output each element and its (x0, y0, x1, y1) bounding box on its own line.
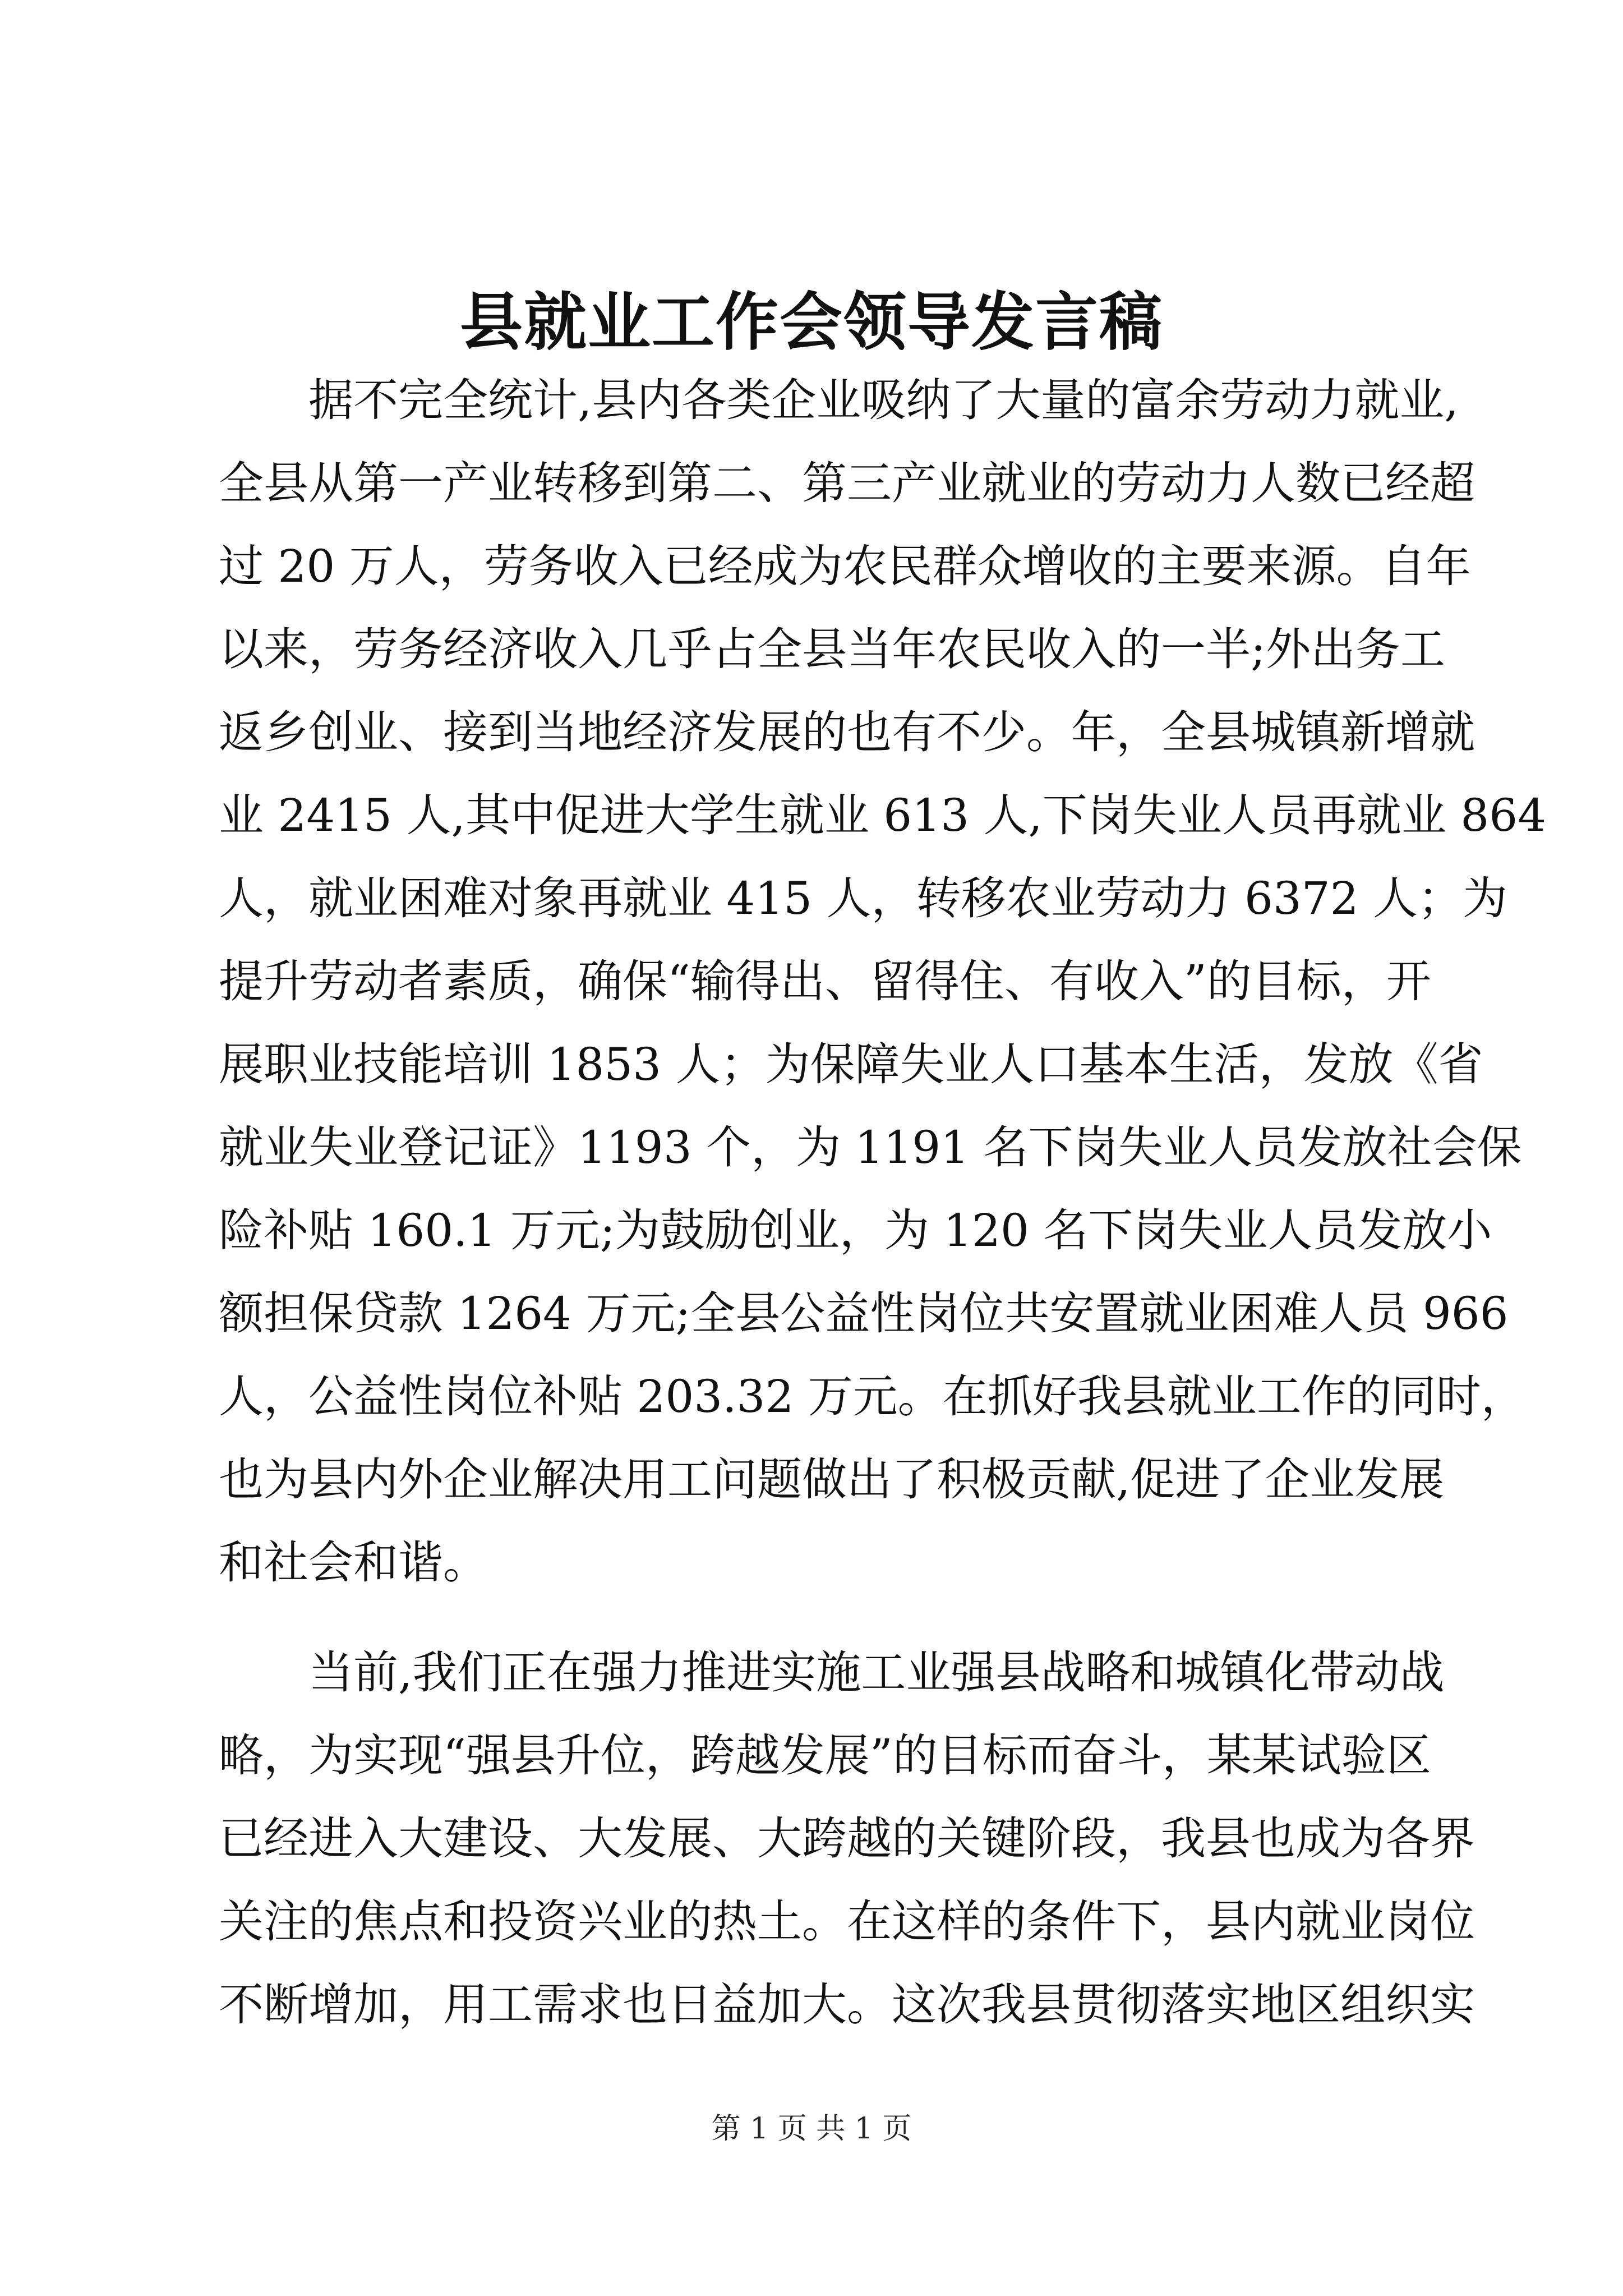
paragraph-spacer (219, 1604, 1424, 1631)
paragraph-1 (219, 359, 1546, 1604)
paragraph-line: 略，为实现“强县升位，跨越发展”的目标而奋斗，某某试验区 (219, 1729, 1431, 1782)
paragraph-2 (219, 1631, 1475, 2046)
paragraph-line: 返乡创业、接到当地经济发展的也有不少。年，全县城镇新增就 (219, 706, 1475, 758)
paragraph-line: 业 2415 人,其中促进大学生就业 613 人,下岗失业人员再就业 864 (219, 789, 1546, 841)
paragraph-line: 据不完全统计,县内各类企业吸纳了大量的富余劳动力就业, (308, 374, 1459, 426)
page-footer: 第 1 页 共 1 页 (711, 2112, 912, 2146)
paragraph-line: 额担保贷款 1264 万元;全县公益性岗位共安置就业困难人员 966 (219, 1287, 1509, 1340)
paragraph-line: 提升劳动者素质，确保“输得出、留得住、有收入”的目标，开 (219, 955, 1431, 1007)
paragraph-line: 已经进入大建设、大发展、大跨越的关键阶段，我县也成为各界 (219, 1812, 1475, 1865)
paragraph-line: 也为县内外企业解决用工问题做出了积极贡献,促进了企业发展 (219, 1453, 1445, 1506)
paragraph-line: 和社会和谐。 (219, 1536, 488, 1589)
paragraph-line: 当前,我们正在强力推进实施工业强县战略和城镇化带动战 (308, 1646, 1445, 1699)
paragraph-line: 就业失业登记证》1193 个，为 1191 名下岗失业人员发放社会保 (219, 1121, 1522, 1174)
page-title: 县就业工作会领导发言稿 (460, 286, 1163, 359)
paragraph-line: 险补贴 160.1 万元;为鼓励创业，为 120 名下岗失业人员发放小 (219, 1204, 1492, 1257)
body-text (219, 359, 1546, 2046)
paragraph-line: 展职业技能培训 1853 人；为保障失业人口基本生活，发放《省 (219, 1038, 1483, 1091)
paragraph-line: 关注的焦点和投资兴业的热土。在这样的条件下，县内就业岗位 (219, 1895, 1475, 1948)
paragraph-line: 以来，劳务经济收入几乎占全县当年农民收入的一半;外出务工 (219, 623, 1445, 675)
paragraph-line: 过 20 万人，劳务收入已经成为农民群众增收的主要来源。自年 (219, 540, 1471, 592)
paragraph-line: 人，公益性岗位补贴 203.32 万元。在抓好我县就业工作的同时， (219, 1370, 1526, 1423)
paragraph-line: 人，就业困难对象再就业 415 人，转移农业劳动力 6372 人；为 (219, 872, 1508, 924)
paragraph-line: 全县从第一产业转移到第二、第三产业就业的劳动力人数已经超 (219, 457, 1475, 509)
paragraph-line: 不断增加，用工需求也日益加大。这次我县贯彻落实地区组织实 (219, 1978, 1475, 2031)
